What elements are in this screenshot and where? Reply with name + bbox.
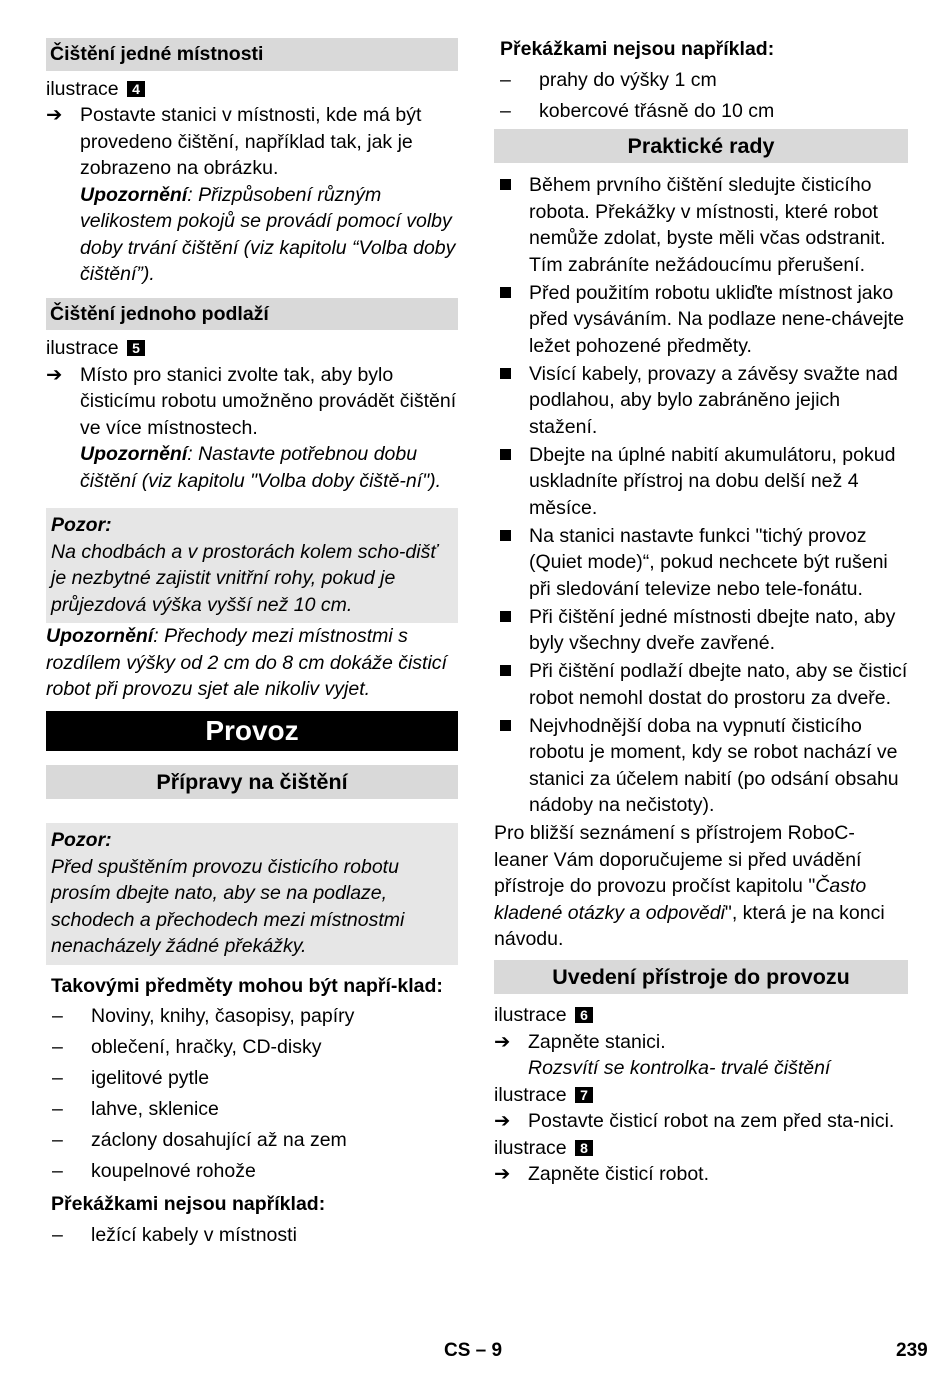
list-item: Při čištění podlaží dbejte nato, aby se čisticí robot nemohl dostat do prostoru za dveře. bbox=[494, 658, 908, 711]
list-item: Visící kabely, provazy a závěsy svažte nad podlahou, aby bylo zabráněno jejich stažení. bbox=[494, 361, 908, 441]
square-bullet-icon bbox=[500, 611, 511, 622]
square-bullet-icon bbox=[500, 530, 511, 541]
instruction-step: ➔ Postavte stanici v místnosti, kde má být provedeno čištění, například tak, jak je zobrazeno na obrázku. bbox=[46, 104, 422, 179]
note: Upozornění: Přechody mezi místnostmi s rozdílem výšky od 2 cm do 8 cm dokáže čisticí robot při provozu sjet ale nikoliv vyjet. bbox=[46, 625, 447, 700]
instruction-step: ➔ Zapněte stanici. bbox=[494, 1029, 908, 1056]
figure-reference: ilustrace 6 bbox=[494, 1002, 908, 1029]
page-number: 239 bbox=[896, 1340, 928, 1361]
list-item: – oblečení, hračky, CD-disky bbox=[52, 1036, 322, 1058]
left-column bbox=[46, 0, 458, 1253]
list-item: – igelitové pytle bbox=[52, 1067, 210, 1089]
figure-number-badge: 4 bbox=[127, 81, 145, 97]
figure-reference: ilustrace 7 bbox=[494, 1082, 908, 1109]
figure-reference: ilustrace 8 bbox=[494, 1135, 908, 1162]
right-column bbox=[494, 0, 908, 1188]
arrow-right-icon: ➔ bbox=[46, 104, 63, 126]
section-page-label: CS – 9 bbox=[444, 1340, 503, 1361]
heading-single-room: Čištění jedné místnosti bbox=[46, 38, 458, 71]
figure-number-badge: 7 bbox=[575, 1087, 593, 1103]
list-item: Během prvního čištění sledujte čisticího robota. Překážky v místnosti, které robot nemůže zdolat, byste měli včas odstranit. Tím zabráníte nežádoucímu přerušení. bbox=[494, 172, 908, 278]
list-item: Při čištění jedné místnosti dbejte nato, aby byly všechny dveře zavřené. bbox=[494, 604, 908, 657]
arrow-right-icon: ➔ bbox=[494, 1163, 511, 1185]
list-item: Nejvhodnější doba na vypnutí čisticího robotu je moment, kdy se robot nachází ve stanici za účelem nabití (po odsání obsahu nádoby na nečistoty). bbox=[494, 713, 908, 819]
note: Upozornění: Nastavte potřebnou dobu čištění (viz kapitolu "Volba doby čiště-ní"). bbox=[80, 443, 442, 492]
subheading-obstacles: Překážkami nejsou například: bbox=[51, 1193, 326, 1215]
square-bullet-icon bbox=[500, 720, 511, 731]
figure-number-badge: 5 bbox=[127, 340, 145, 356]
instruction-step: ➔ Postavte čisticí robot na zem před sta-nici. bbox=[494, 1108, 908, 1135]
square-bullet-icon bbox=[500, 368, 511, 379]
list-item: Před použitím robotu ukliďte místnost jako před vysáváním. Na podlaze nene-chávejte ležet pohozené předměty. bbox=[494, 280, 908, 360]
square-bullet-icon bbox=[500, 665, 511, 676]
square-bullet-icon bbox=[500, 449, 511, 460]
warning-box: Pozor: Před spuštěním provozu čisticího robotu prosím dbejte nato, aby se na podlaze, schodech a přechodech mezi místnostmi nenacházely žádné překážky. bbox=[46, 823, 458, 965]
list-item: – koupelnové rohože bbox=[52, 1160, 256, 1182]
heading-preparation: Přípravy na čištění bbox=[46, 765, 458, 800]
subheading-obstacles: Překážkami nejsou například: bbox=[500, 38, 775, 60]
figure-reference: ilustrace 4 bbox=[46, 76, 458, 103]
arrow-right-icon: ➔ bbox=[46, 363, 63, 386]
list-item: – lahve, sklenice bbox=[52, 1098, 219, 1120]
arrow-right-icon: ➔ bbox=[494, 1030, 511, 1053]
figure-number-badge: 8 bbox=[575, 1140, 593, 1156]
list-item: – Noviny, knihy, časopisy, papíry bbox=[52, 1005, 355, 1027]
list-item: – záclony dosahující až na zem bbox=[52, 1129, 347, 1151]
heading-startup: Uvedení přístroje do provozu bbox=[494, 960, 908, 995]
list-item: – prahy do výšky 1 cm bbox=[500, 68, 717, 91]
objects-list bbox=[46, 1003, 458, 1185]
figure-number-badge: 6 bbox=[575, 1007, 593, 1023]
warning-box: Pozor: Na chodbách a v prostorách kolem scho-dišť je nezbytné zajistit vnitřní rohy, pokud je průjezdová výška vyšší než 10 cm. bbox=[46, 508, 458, 623]
square-bullet-icon bbox=[500, 287, 511, 298]
list-item: Na stanici nastavte funkci "tichý provoz (Quiet mode)“, pokud nechcete být rušeni při sledování televize nebo tele-fonátu. bbox=[494, 523, 908, 603]
chapter-title: Provoz bbox=[46, 711, 458, 751]
heading-practical-tips: Praktické rady bbox=[494, 129, 908, 164]
note: Upozornění: Přizpůsobení různým velikostem pokojů se provádí pomocí volby doby trvání čištění (viz kapitolu “Volba doby čištění”). bbox=[80, 183, 456, 285]
subheading-objects: Takovými předměty mohou být napří-klad: bbox=[51, 974, 443, 997]
tips-list bbox=[494, 172, 908, 819]
figure-reference: ilustrace 5 bbox=[46, 335, 458, 362]
list-item: – kobercové třásně do 10 cm bbox=[500, 99, 775, 122]
list-item: – ležící kabely v místnosti bbox=[52, 1223, 297, 1246]
step-result: Rozsvítí se kontrolka- trvalé čištění bbox=[528, 1057, 831, 1079]
instruction-step: ➔ Místo pro stanici zvolte tak, aby bylo čisticímu robotu umožněno provádět čištění ve více místnostech. bbox=[46, 363, 457, 439]
paragraph-further-reading: Pro bližší seznámení s přístrojem RoboC-leaner Vám doporučujeme si před uvádění přístroje do provozu pročíst kapitolu "Často kladené otázky a odpovědi", která je na konci návodu. bbox=[494, 822, 885, 950]
arrow-right-icon: ➔ bbox=[494, 1110, 511, 1132]
list-item: Dbejte na úplné nabití akumulátoru, pokud uskladníte přístroj na dobu delší než 4 měsíce. bbox=[494, 442, 908, 522]
square-bullet-icon bbox=[500, 179, 511, 190]
heading-single-floor: Čištění jednoho podlaží bbox=[46, 298, 458, 331]
instruction-step: ➔ Zapněte čisticí robot. bbox=[494, 1161, 908, 1188]
